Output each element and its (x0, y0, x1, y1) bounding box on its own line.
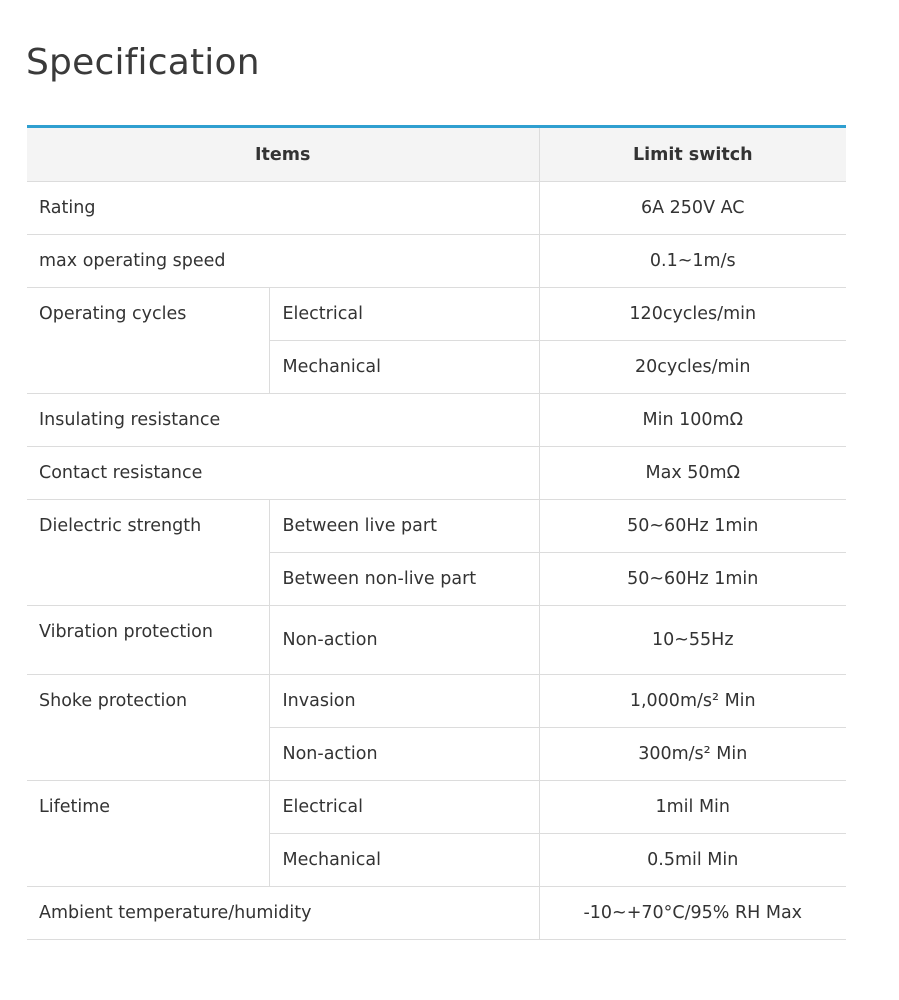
table-row (27, 675, 846, 728)
row-label: Rating (27, 182, 539, 235)
table-row (27, 447, 846, 500)
sub-label: Mechanical (269, 834, 539, 887)
row-value: 1mil Min (539, 781, 846, 834)
group-label: Operating cycles (27, 288, 269, 394)
table-row (27, 606, 846, 675)
table-header-row (27, 127, 846, 182)
row-value: 0.1~1m/s (539, 235, 846, 288)
row-label: Ambient temperature/humidity (27, 887, 539, 940)
group-label: Lifetime (27, 781, 269, 887)
row-value: 20cycles/min (539, 341, 846, 394)
row-value: 6A 250V AC (539, 182, 846, 235)
row-value: 300m/s² Min (539, 728, 846, 781)
table-row (27, 394, 846, 447)
table-row (27, 781, 846, 834)
row-label: Contact resistance (27, 447, 539, 500)
specification-table (27, 125, 846, 940)
group-label: Vibration protection (27, 606, 269, 675)
row-label: Insulating resistance (27, 394, 539, 447)
row-value: 120cycles/min (539, 288, 846, 341)
sub-label: Invasion (269, 675, 539, 728)
sub-label: Electrical (269, 288, 539, 341)
row-value: Min 100mΩ (539, 394, 846, 447)
group-label: Dielectric strength (27, 500, 269, 606)
header-items: Items (27, 127, 539, 182)
sub-label: Non-action (269, 728, 539, 781)
group-label: Shoke protection (27, 675, 269, 781)
page-title: Specification (26, 42, 260, 83)
sub-label: Electrical (269, 781, 539, 834)
table-row (27, 235, 846, 288)
header-limit-switch: Limit switch (539, 127, 846, 182)
table-row (27, 288, 846, 341)
row-value: 1,000m/s² Min (539, 675, 846, 728)
table-row (27, 887, 846, 940)
sub-label: Between live part (269, 500, 539, 553)
row-value: Max 50mΩ (539, 447, 846, 500)
sub-label: Between non-live part (269, 553, 539, 606)
row-value: 10~55Hz (539, 606, 846, 675)
row-value: -10~+70°C/95% RH Max (539, 887, 846, 940)
row-label: max operating speed (27, 235, 539, 288)
table-row (27, 182, 846, 235)
table-row (27, 500, 846, 553)
row-value: 0.5mil Min (539, 834, 846, 887)
row-value: 50~60Hz 1min (539, 553, 846, 606)
row-value: 50~60Hz 1min (539, 500, 846, 553)
sub-label: Non-action (269, 606, 539, 675)
sub-label: Mechanical (269, 341, 539, 394)
